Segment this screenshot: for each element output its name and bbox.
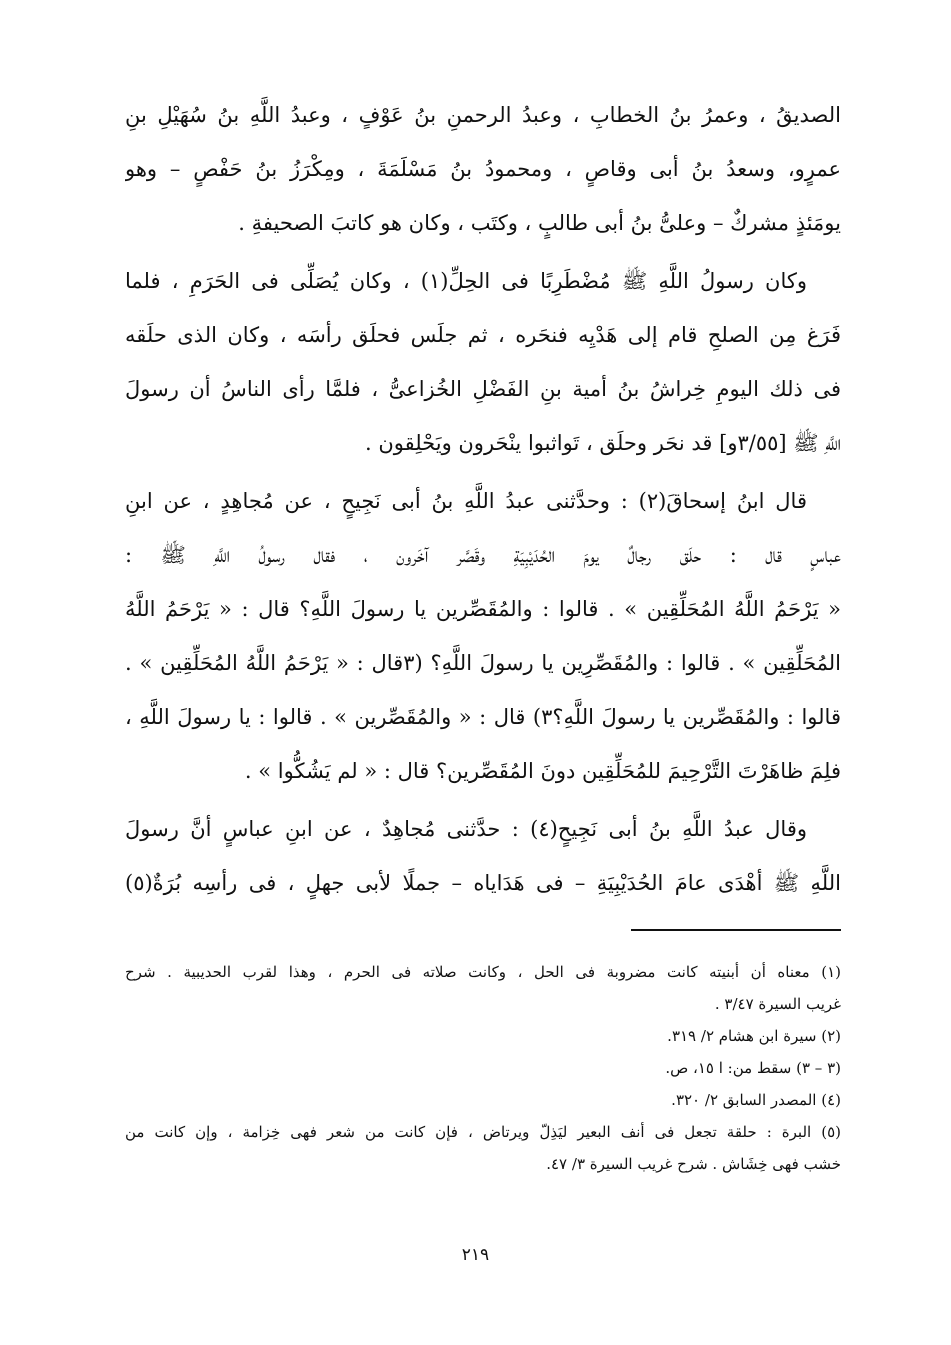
paragraph <box>125 254 841 470</box>
text-line: وقال عبدُ اللَّهِ بنُ أبى نَجِيحٍ(٤) : حدَّثنى مُجاهِدٌ ، عن ابنِ عباسٍ أنَّ رسولَ <box>125 817 808 841</box>
footnote-line: (١) معناه أن أبنيته كانت مضروبة فى الحل ، وكانت صلاته فى الحرم ، وهذا لقرب الحديبية . شرح <box>125 963 841 981</box>
text-line: المُحَلِّقِين » . قالوا : والمُقَصِّرِين يا رسولَ اللَّهِ؟ (٣قال : « يَرْحَمُ اللَّهُ المُحَلِّقِين » . <box>125 651 841 675</box>
text-line: الصديقُ ، وعمرُ بنُ الخطابِ ، وعبدُ الرحمنِ بنُ عَوْفٍ ، وعبدُ اللَّهِ بنُ سُهَيْلِ بنِ <box>125 103 841 127</box>
footnote-line: غريب السيرة ٣/٤٧ . <box>714 995 841 1013</box>
paragraph <box>125 802 841 910</box>
text-line: وكان رسولُ اللَّهِ ﷺ مُضْطَرِبًا فى الحِلِّ(١) ، وكان يُصَلِّى فى الحَرَمِ ، فلما <box>125 269 807 293</box>
text-line: « يَرْحَمُ اللَّهُ المُحَلِّقِين » . قالوا : والمُقَصِّرين يا رسولَ اللَّهِ؟ قال : « يَرْحَمُ اللَّهُ <box>125 597 841 621</box>
page-number: ٢١٩ <box>461 1245 490 1265</box>
footnotes <box>125 956 841 1180</box>
text-line: عباسٍ قال : حلَق رجالٌ يومَ الحُدَيْبِيَةِ وقَصَّر آخَرون ، فقال رسولُ اللَّهِ ﷺ : <box>125 543 841 567</box>
text-line: قال ابنُ إسحاقَ(٢) : وحدَّثنى عبدُ اللَّهِ بنُ أبى نَجِيحٍ ، عن مُجاهِدٍ ، عن ابنِ <box>125 489 807 513</box>
text-line: يومَئذٍ مشركٌ – وعلىُّ بنُ أبى طالبٍ ، وكتَب ، وكان هو كاتبَ الصحيفةِ . <box>238 211 841 235</box>
text-line: فى ذلك اليومِ خِراشُ بنُ أمية بنِ الفَضْلِ الخُزاعىُّ ، فلمَّا رأى الناسُ أن رسولَ <box>125 377 841 401</box>
footnote-line: (٣ – ٣) سقط من: ا ١٥، ص. <box>665 1059 841 1077</box>
paragraph <box>125 88 841 250</box>
footnote-line: (٥) البرة : حلقة تجعل فى أنف البعير ليَذِلّ ويرتاض ، فإن كانت من شعر فهى خِزامة ، وإن كانت من <box>125 1123 841 1141</box>
main-text <box>125 88 841 914</box>
footnote-divider <box>631 929 841 931</box>
text-line: فَرَغ مِن الصلحِ قام إلى هَدْيِه فنحَره ، ثم جلَس فحلَق رأسَه ، وكان الذى حلَقه <box>125 323 841 347</box>
text-line: عمرٍو، وسعدُ بنُ أبى وقاصٍ ، ومحمودُ بنُ مَسْلَمَةَ ، ومِكْرَزُ بنُ حَفْصٍ – وهو <box>125 157 841 181</box>
text-line: فلِمَ ظاهَرْتَ التَّرْحِيمَ للمُحَلِّقِين دونَ المُقَصِّرين؟ قال : « لم يَشُكُّوا » . <box>244 759 841 783</box>
footnote-line: خشب فهى خِشَاش . شرح غريب السيرة ٣/ ٤٧. <box>546 1155 841 1173</box>
text-line: اللَّهِ ﷺ [٣/٥٥و] قد نحَر وحلَق ، تَواثبوا ينْحَرون ويَحْلِقون . <box>364 431 841 455</box>
text-line: قالوا : والمُقَصِّرين يا رسولَ اللَّهِ؟٣) قال : « والمُقَصِّرين » . قالوا : يا رسولَ اللَّهِ ، <box>125 705 841 729</box>
text-line: اللَّهِ ﷺ أهْدَى عامَ الحُدَيْبِيَةِ – فى هَدَاياه – جملًا لأبى جهلٍ ، فى رأسِه بُرَةٌ(٥) <box>125 871 841 895</box>
footnote-line: (٢) سيرة ابن هشام ٢/ ٣١٩. <box>667 1027 841 1045</box>
footnote-line: (٤) المصدر السابق ٢/ ٣٢٠. <box>671 1091 841 1109</box>
paragraph <box>125 474 841 798</box>
